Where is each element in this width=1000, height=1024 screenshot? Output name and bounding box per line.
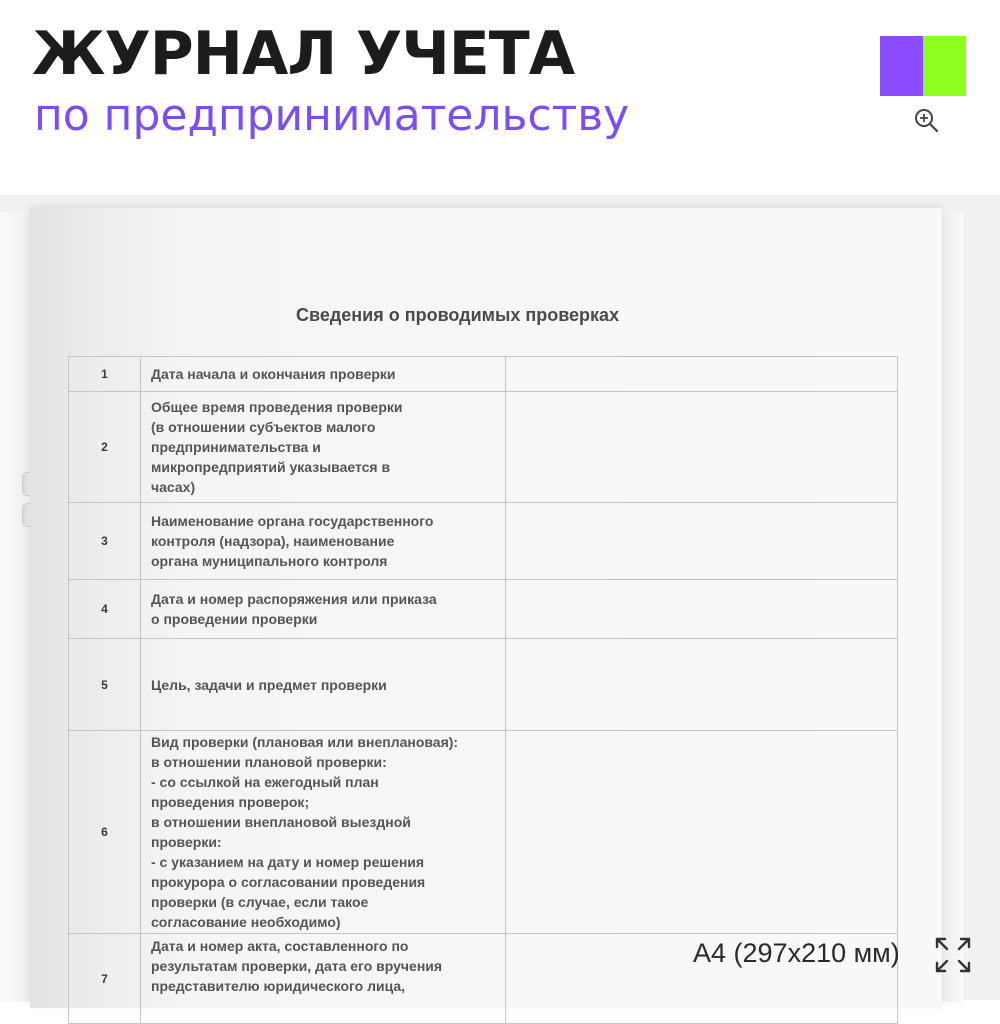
row-description: Дата и номер распоряжения или приказа о проведении проверки: [141, 580, 506, 639]
row-description: Вид проверки (плановая или внеплановая): в отношении плановой проверки: - со ссылкой на ежегодный план проведения проверок; в отношении внеплановой выездной проверки: - с указанием на дату и номер решения прокурора о согласовании проведения проверки (в случае, если такое согласование необходимо): [141, 731, 506, 934]
table-row: [69, 503, 898, 580]
row-description: Общее время проведения проверки (в отношении субъектов малого предпринимательства и микропредприятий указывается в часах): [141, 392, 506, 503]
row-entry-cell[interactable]: [506, 731, 898, 934]
row-description: Наименование органа государственного контроля (надзора), наименование органа муниципального контроля: [141, 503, 506, 580]
page-subtitle: по предпринимательству: [34, 90, 630, 141]
row-entry-cell[interactable]: [506, 357, 898, 392]
color-swatch-green[interactable]: [923, 36, 966, 96]
page-title: ЖУРНАЛ УЧЕТА: [32, 19, 575, 89]
sheet-title: Сведения о проводимых проверках: [296, 305, 620, 325]
row-entry-cell[interactable]: [506, 392, 898, 503]
row-number: 5: [69, 639, 141, 731]
row-number: 6: [69, 731, 141, 934]
booklet-left-fold: [0, 212, 32, 1002]
row-number: 3: [69, 503, 141, 580]
row-description: Дата и номер акта, составленного по результатам проверки, дата его вручения представителю юридического лица,: [141, 934, 506, 1024]
format-label: А4 (297х210 мм): [693, 938, 900, 968]
row-number: 4: [69, 580, 141, 639]
row-entry-cell[interactable]: [506, 580, 898, 639]
row-description: Цель, задачи и предмет проверки: [141, 639, 506, 731]
table-row: [69, 731, 898, 934]
row-entry-cell[interactable]: [506, 503, 898, 580]
table-row: [69, 639, 898, 731]
row-description: Дата начала и окончания проверки: [141, 357, 506, 392]
color-swatch-purple[interactable]: [880, 36, 923, 96]
row-number: 7: [69, 934, 141, 1024]
row-number: 2: [69, 392, 141, 503]
zoom-in-icon[interactable]: [912, 106, 940, 134]
table-row: [69, 357, 898, 392]
page-stack-edge: [942, 212, 963, 1002]
table-row: [69, 392, 898, 503]
table-row: [69, 580, 898, 639]
row-entry-cell[interactable]: [506, 639, 898, 731]
inspections-table: [68, 356, 898, 1024]
color-swatches: [880, 36, 966, 96]
row-number: 1: [69, 357, 141, 392]
expand-icon[interactable]: [934, 936, 972, 974]
